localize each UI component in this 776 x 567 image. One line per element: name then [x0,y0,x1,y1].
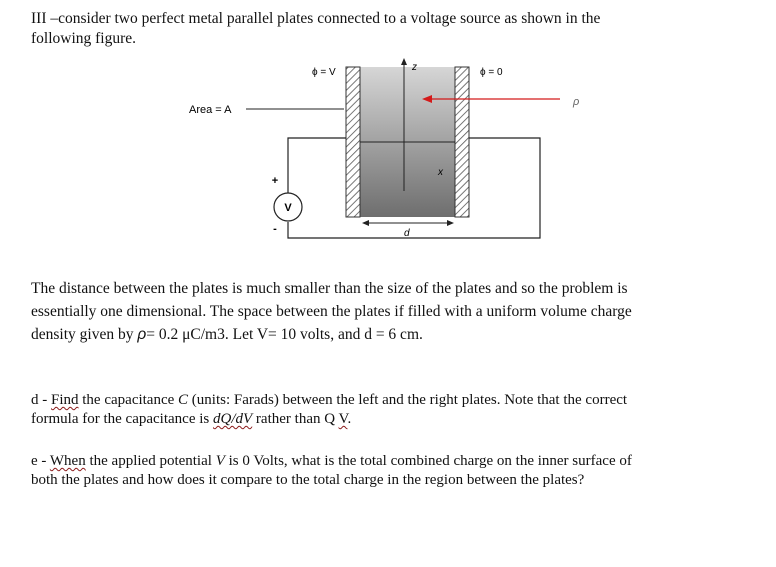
dq-dv-formula: dQ/dV [213,411,253,427]
d-arrowhead-left [362,220,369,226]
question-d-text-1: the capacitance [78,392,179,408]
left-plate [346,67,360,217]
rho-label: ρ [573,96,580,108]
top-wire [288,138,346,193]
parallel-plate-figure [180,58,600,248]
plus-sign: + [271,175,279,187]
d-label: d [404,228,410,239]
description-line-3-start: density given by [31,326,138,343]
question-e-line-2: both the plates and how does it compare to the total charge in the region between the plates? [31,472,585,488]
question-d [31,391,751,429]
phi-right-label: ϕ = 0 [480,67,503,78]
v-symbol: V [338,411,348,427]
intro-line-1: III –consider two perfect metal parallel plates connected to a voltage source as shown in the [31,10,601,27]
z-axis-arrowhead [401,58,407,65]
description-line-1: The distance between the plates is much smaller than the size of the plates and so the problem is [31,280,628,297]
question-e-prefix: e - [31,453,50,469]
intro-line-2: following figure. [31,30,137,47]
z-axis-label: z [412,62,417,73]
question-d-find-word: Find [51,392,79,408]
phi-left-label: ϕ = V [312,67,336,78]
question-d-text-2: (units: Farads) between the left and the right plates. Note that the correct [188,392,628,408]
minus-sign: - [273,223,277,235]
question-d-line-2-start: formula for the capacitance is [31,411,213,427]
question-d-prefix: d - [31,392,51,408]
question-d-line-2-end: . [347,411,352,427]
question-e-text-1: the applied potential [85,453,216,469]
potential-symbol: V [215,453,225,469]
x-axis-label: x [438,167,443,178]
description-line-2: essentially one dimensional. The space between the plates if filled with a uniform volume charge [31,303,632,320]
right-plate [455,67,469,217]
intro-paragraph [31,9,731,49]
description-line-3-end: = 0.2 μC/m3. Let V= 10 volts, and d = 6 cm. [146,326,423,343]
voltage-source-label: V [284,202,292,214]
d-arrowhead-right [447,220,454,226]
question-d-line-2-mid: rather than Q [252,411,339,427]
capacitance-symbol: C [178,392,189,408]
question-e-text-2: is 0 Volts, what is the total combined charge on the inner surface of [224,453,632,469]
question-e [31,452,751,490]
description-paragraph [31,277,731,346]
rho-symbol: ρ [137,326,147,343]
question-e-when-word: When [49,453,86,469]
area-label: Area = A [189,104,232,116]
